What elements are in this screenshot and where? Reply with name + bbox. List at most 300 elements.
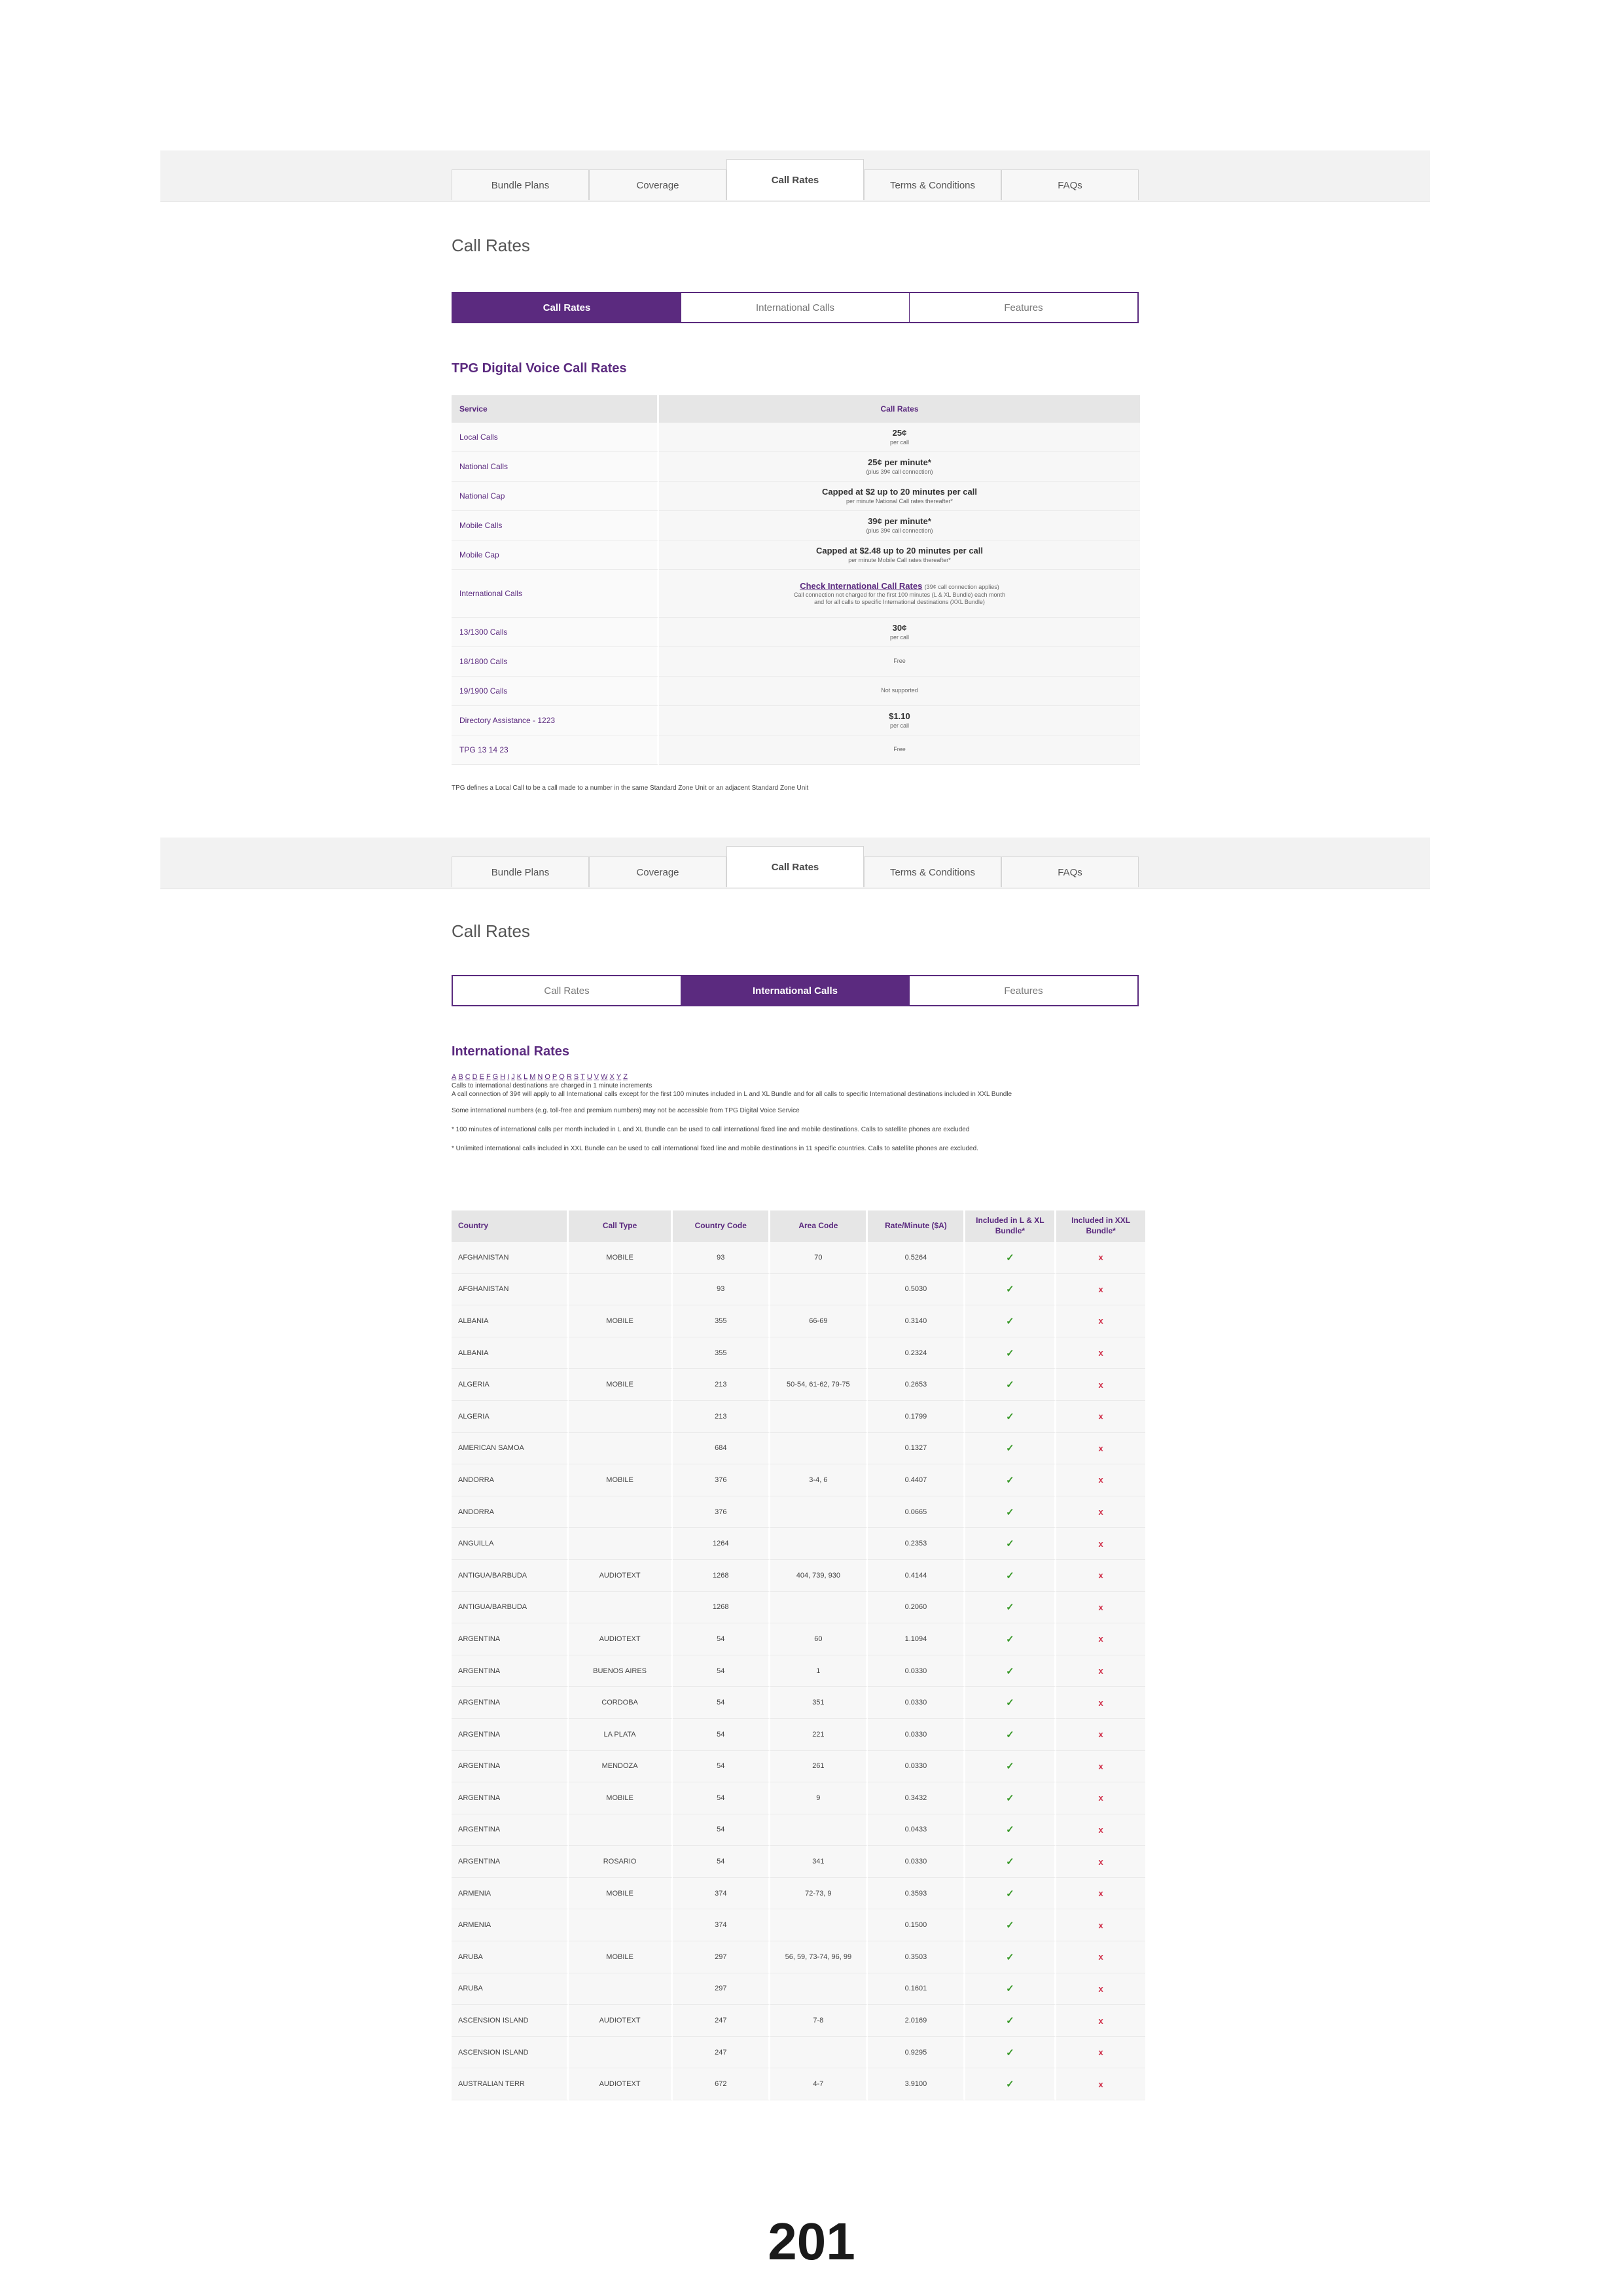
country-cell: ARUBA xyxy=(452,1973,569,2005)
tab-faqs[interactable]: FAQs xyxy=(1001,169,1139,200)
call-type-cell: ROSARIO xyxy=(569,1846,673,1878)
table-row xyxy=(452,1719,1145,1751)
country-code-cell: 54 xyxy=(673,1782,770,1814)
rate-cell: 0.3140 xyxy=(868,1305,965,1337)
check-icon: ✓ xyxy=(1006,1856,1014,1868)
link-note: (39¢ call connection applies) xyxy=(924,583,999,590)
area-code-cell xyxy=(770,1274,868,1306)
call-type-cell xyxy=(569,1528,673,1560)
area-code-cell xyxy=(770,1401,868,1433)
area-code-cell: 3-4, 6 xyxy=(770,1464,868,1496)
tab-faqs[interactable]: FAQs xyxy=(1001,857,1139,887)
letter-link-w[interactable]: W xyxy=(601,1073,608,1081)
letter-link-u[interactable]: U xyxy=(586,1073,592,1081)
rate-main: 39¢ per minute* xyxy=(868,516,931,527)
table-row xyxy=(452,706,1140,735)
lxl-included-cell xyxy=(965,1464,1056,1496)
call-type-cell xyxy=(569,1814,673,1846)
call-type-cell: MENDOZA xyxy=(569,1751,673,1783)
lxl-included-cell xyxy=(965,1846,1056,1878)
lxl-included-cell xyxy=(965,1401,1056,1433)
table-row xyxy=(452,677,1140,706)
cross-icon: x xyxy=(1098,1952,1103,1962)
rate-sub: per minute National Call rates thereafter* xyxy=(846,497,954,504)
top-nav-tabs xyxy=(452,160,1139,200)
country-cell: ARMENIA xyxy=(452,1909,569,1941)
xxl-included-cell xyxy=(1056,1401,1145,1433)
country-code-cell: 93 xyxy=(673,1242,770,1274)
check-icon: ✓ xyxy=(1006,2047,1014,2058)
check-icon: ✓ xyxy=(1006,1761,1014,1773)
lxl-included-cell xyxy=(965,1782,1056,1814)
table-row xyxy=(452,1528,1145,1560)
table-row xyxy=(452,1623,1145,1655)
call-type-cell: AUDIOTEXT xyxy=(569,1623,673,1655)
rate-cell: 0.1799 xyxy=(868,1401,965,1433)
xxl-included-cell xyxy=(1056,1305,1145,1337)
service-cell: 19/1900 Calls xyxy=(452,677,659,706)
letter-link-b[interactable]: B xyxy=(458,1073,463,1081)
note-unlimited: * Unlimited international calls included in XXL Bundle can be used to call international fixed line and mobile destinations in 11 specific countries. Calls to satellite phones are excluded. xyxy=(452,1145,978,1152)
cross-icon: x xyxy=(1098,2079,1103,2089)
area-code-cell: 4-7 xyxy=(770,2068,868,2100)
area-code-cell: 56, 59, 73-74, 96, 99 xyxy=(770,1941,868,1973)
cross-icon: x xyxy=(1098,1634,1103,1644)
area-code-cell: 404, 739, 930 xyxy=(770,1560,868,1592)
letter-link-z[interactable]: Z xyxy=(623,1073,628,1081)
rate-cell xyxy=(659,423,1140,452)
rate-sub: Call connection not charged for the first 100 minutes (L & XL Bundle) each month xyxy=(793,591,1005,598)
area-code-cell xyxy=(770,1973,868,2005)
lxl-included-cell xyxy=(965,1973,1056,2005)
cross-icon: x xyxy=(1098,1252,1103,1263)
table-row xyxy=(452,1687,1145,1719)
check-international-rates-link[interactable]: Check International Call Rates xyxy=(800,580,923,591)
country-cell: ARGENTINA xyxy=(452,1719,569,1751)
letter-link-n[interactable]: N xyxy=(537,1073,543,1081)
lxl-included-cell xyxy=(965,1496,1056,1528)
country-code-cell: 54 xyxy=(673,1751,770,1783)
call-type-cell: MOBILE xyxy=(569,1242,673,1274)
rate-cell xyxy=(659,540,1140,570)
country-cell: ARGENTINA xyxy=(452,1751,569,1783)
lxl-included-cell xyxy=(965,1369,1056,1401)
check-icon: ✓ xyxy=(1006,1602,1014,1614)
call-type-cell: AUDIOTEXT xyxy=(569,2068,673,2100)
letter-link-r[interactable]: R xyxy=(566,1073,572,1081)
xxl-included-cell xyxy=(1056,1687,1145,1719)
lxl-included-cell xyxy=(965,1305,1056,1337)
cross-icon: x xyxy=(1098,1348,1103,1358)
service-cell: National Cap xyxy=(452,482,659,511)
rate-cell: 0.3593 xyxy=(868,1878,965,1910)
country-code-cell: 93 xyxy=(673,1274,770,1306)
lxl-included-cell xyxy=(965,1592,1056,1624)
rate-cell: 0.9295 xyxy=(868,2037,965,2069)
country-cell: ANTIGUA/BARBUDA xyxy=(452,1560,569,1592)
lxl-included-cell xyxy=(965,1719,1056,1751)
check-icon: ✓ xyxy=(1006,1506,1014,1518)
cross-icon: x xyxy=(1098,2015,1103,2026)
page-title-2: Call Rates xyxy=(452,921,530,941)
rate-cell xyxy=(659,618,1140,647)
xxl-included-cell xyxy=(1056,1623,1145,1655)
check-icon: ✓ xyxy=(1006,1633,1014,1645)
rate-sub: Free xyxy=(893,746,906,753)
country-code-cell: 297 xyxy=(673,1941,770,1973)
subtabs-2 xyxy=(452,975,1139,1006)
tab-coverage[interactable]: Coverage xyxy=(589,169,726,200)
column-header-call-type: Call Type xyxy=(569,1210,673,1242)
country-cell: ANTIGUA/BARBUDA xyxy=(452,1592,569,1624)
subtab-call-rates[interactable]: Call Rates xyxy=(453,293,681,322)
rate-sub: (plus 39¢ call connection) xyxy=(866,527,933,534)
lxl-included-cell xyxy=(965,1433,1056,1465)
letter-link-j[interactable]: J xyxy=(511,1073,515,1081)
table-row xyxy=(452,452,1140,482)
letter-link-p[interactable]: P xyxy=(552,1073,558,1081)
rate-cell xyxy=(659,482,1140,511)
table-row xyxy=(452,1751,1145,1783)
xxl-included-cell xyxy=(1056,1655,1145,1687)
rate-cell: 0.2353 xyxy=(868,1528,965,1560)
country-cell: ASCENSION ISLAND xyxy=(452,2037,569,2069)
rate-cell: 0.0665 xyxy=(868,1496,965,1528)
country-code-cell: 1264 xyxy=(673,1528,770,1560)
lxl-included-cell xyxy=(965,1560,1056,1592)
check-icon: ✓ xyxy=(1006,1443,1014,1455)
table-row xyxy=(452,1973,1145,2005)
international-notes xyxy=(452,1070,1145,1152)
letter-link-x[interactable]: X xyxy=(609,1073,615,1081)
call-type-cell xyxy=(569,1433,673,1465)
xxl-included-cell xyxy=(1056,1941,1145,1973)
check-icon: ✓ xyxy=(1006,1792,1014,1804)
table-row xyxy=(452,1560,1145,1592)
area-code-cell: 221 xyxy=(770,1719,868,1751)
lxl-included-cell xyxy=(965,1878,1056,1910)
table-row xyxy=(452,1909,1145,1941)
letter-link-l[interactable]: L xyxy=(524,1073,528,1081)
table-header-row xyxy=(452,395,1140,423)
rate-main: 25¢ xyxy=(892,428,907,438)
rate-cell: 0.4144 xyxy=(868,1560,965,1592)
call-type-cell xyxy=(569,1496,673,1528)
area-code-cell: 70 xyxy=(770,1242,868,1274)
call-type-cell xyxy=(569,1909,673,1941)
rate-cell: 0.5030 xyxy=(868,1274,965,1306)
rate-main: Capped at $2.48 up to 20 minutes per call xyxy=(815,546,984,556)
tab-terms-conditions[interactable]: Terms & Conditions xyxy=(864,857,1001,887)
table-row xyxy=(452,647,1140,677)
area-code-cell xyxy=(770,1496,868,1528)
check-icon: ✓ xyxy=(1006,1729,1014,1740)
subtab-features[interactable]: Features xyxy=(1004,985,1043,997)
letter-link-e[interactable]: E xyxy=(479,1073,484,1081)
call-type-cell: CORDOBA xyxy=(569,1687,673,1719)
service-cell: Local Calls xyxy=(452,423,659,452)
rate-cell: 0.0330 xyxy=(868,1655,965,1687)
cross-icon: x xyxy=(1098,1538,1103,1549)
country-code-cell: 376 xyxy=(673,1496,770,1528)
letter-link-i[interactable]: I xyxy=(507,1073,510,1081)
country-cell: ARGENTINA xyxy=(452,1687,569,1719)
cross-icon: x xyxy=(1098,1443,1103,1453)
area-code-cell: 351 xyxy=(770,1687,868,1719)
letter-link-d[interactable]: D xyxy=(472,1073,478,1081)
country-code-cell: 355 xyxy=(673,1305,770,1337)
area-code-cell xyxy=(770,1909,868,1941)
service-cell: 18/1800 Calls xyxy=(452,647,659,677)
table-row xyxy=(452,618,1140,647)
rate-sub: Not supported xyxy=(881,687,918,694)
country-cell: AFGHANISTAN xyxy=(452,1274,569,1306)
lxl-included-cell xyxy=(965,2005,1056,2037)
area-code-cell: 72-73, 9 xyxy=(770,1878,868,1910)
table-row xyxy=(452,1242,1145,1274)
area-code-cell xyxy=(770,1337,868,1369)
cross-icon: x xyxy=(1098,1983,1103,1994)
country-cell: ANDORRA xyxy=(452,1464,569,1496)
table-row xyxy=(452,1782,1145,1814)
lxl-included-cell xyxy=(965,1909,1056,1941)
letter-link-m[interactable]: M xyxy=(529,1073,536,1081)
note-100-minutes: * 100 minutes of international calls per month included in L and XL Bundle can be used to call international fixed line and mobile destinations. Calls to satellite phones are excluded xyxy=(452,1126,970,1133)
section-heading: TPG Digital Voice Call Rates xyxy=(452,361,627,376)
country-code-cell: 247 xyxy=(673,2005,770,2037)
letter-link-g[interactable]: G xyxy=(492,1073,499,1081)
xxl-included-cell xyxy=(1056,1719,1145,1751)
country-code-cell: 54 xyxy=(673,1623,770,1655)
table-row xyxy=(452,423,1140,452)
country-code-cell: 672 xyxy=(673,2068,770,2100)
country-code-cell: 213 xyxy=(673,1369,770,1401)
tab-terms-conditions[interactable]: Terms & Conditions xyxy=(864,169,1001,200)
subtab-features[interactable]: Features xyxy=(1004,302,1043,313)
country-cell: ARGENTINA xyxy=(452,1623,569,1655)
table-row xyxy=(452,1433,1145,1465)
rate-cell: 0.0433 xyxy=(868,1814,965,1846)
rate-cell: 0.0330 xyxy=(868,1846,965,1878)
call-type-cell xyxy=(569,2037,673,2069)
lxl-included-cell xyxy=(965,1242,1056,1274)
cross-icon: x xyxy=(1098,1475,1103,1485)
rate-cell: 0.2324 xyxy=(868,1337,965,1369)
xxl-included-cell xyxy=(1056,1496,1145,1528)
column-header-rate: Rate/Minute ($A) xyxy=(868,1210,965,1242)
country-cell: ALBANIA xyxy=(452,1337,569,1369)
lxl-included-cell xyxy=(965,1814,1056,1846)
country-code-cell: 213 xyxy=(673,1401,770,1433)
call-type-cell xyxy=(569,1337,673,1369)
letter-link-q[interactable]: Q xyxy=(559,1073,565,1081)
call-type-cell: MOBILE xyxy=(569,1369,673,1401)
check-icon: ✓ xyxy=(1006,1888,1014,1899)
xxl-included-cell xyxy=(1056,1909,1145,1941)
check-icon: ✓ xyxy=(1006,1347,1014,1359)
lxl-included-cell xyxy=(965,1687,1056,1719)
service-cell: TPG 13 14 23 xyxy=(452,735,659,765)
cross-icon: x xyxy=(1098,1602,1103,1612)
cross-icon: x xyxy=(1098,1379,1103,1390)
cross-icon: x xyxy=(1098,1666,1103,1676)
country-cell: ALGERIA xyxy=(452,1401,569,1433)
country-cell: AFGHANISTAN xyxy=(452,1242,569,1274)
xxl-included-cell xyxy=(1056,1464,1145,1496)
tab-bundle-plans[interactable]: Bundle Plans xyxy=(452,857,589,887)
subtab-international-calls[interactable]: International Calls xyxy=(681,976,910,1005)
letter-link-f[interactable]: F xyxy=(486,1073,491,1081)
call-type-cell: MOBILE xyxy=(569,1305,673,1337)
lxl-included-cell xyxy=(965,1623,1056,1655)
table-row xyxy=(452,2068,1145,2100)
note-increments: Calls to international destinations are charged in 1 minute increments xyxy=(452,1082,652,1089)
country-code-cell: 1268 xyxy=(673,1560,770,1592)
service-cell: Mobile Cap xyxy=(452,540,659,570)
letter-link-h[interactable]: H xyxy=(500,1073,506,1081)
table-row xyxy=(452,482,1140,511)
check-icon: ✓ xyxy=(1006,1474,1014,1486)
country-code-cell: 54 xyxy=(673,1814,770,1846)
call-type-cell: MOBILE xyxy=(569,1782,673,1814)
cross-icon: x xyxy=(1098,1856,1103,1867)
table-row xyxy=(452,2037,1145,2069)
xxl-included-cell xyxy=(1056,1814,1145,1846)
rate-cell: 0.5264 xyxy=(868,1242,965,1274)
tab-call-rates[interactable]: Call Rates xyxy=(726,159,864,200)
call-type-cell: AUDIOTEXT xyxy=(569,1560,673,1592)
letter-link-s[interactable]: S xyxy=(573,1073,579,1081)
country-cell: ANGUILLA xyxy=(452,1528,569,1560)
check-icon: ✓ xyxy=(1006,1824,1014,1836)
top-nav-tabs-2 xyxy=(452,847,1139,887)
letter-link-v[interactable]: V xyxy=(594,1073,599,1081)
table-row xyxy=(452,1592,1145,1624)
rate-cell: 3.9100 xyxy=(868,2068,965,2100)
country-cell: ARGENTINA xyxy=(452,1846,569,1878)
subtab-call-rates[interactable]: Call Rates xyxy=(453,976,681,1005)
letter-link-k[interactable]: K xyxy=(516,1073,522,1081)
cross-icon: x xyxy=(1098,1411,1103,1422)
check-icon: ✓ xyxy=(1006,1920,1014,1932)
letter-link-o[interactable]: O xyxy=(544,1073,550,1081)
xxl-included-cell xyxy=(1056,1337,1145,1369)
rate-cell: 0.1601 xyxy=(868,1973,965,2005)
country-cell: ASCENSION ISLAND xyxy=(452,2005,569,2037)
table-row xyxy=(452,540,1140,570)
check-icon: ✓ xyxy=(1006,1951,1014,1963)
service-cell: National Calls xyxy=(452,452,659,482)
call-rates-table-wrap xyxy=(452,395,1143,792)
area-code-cell: 60 xyxy=(770,1623,868,1655)
cross-icon: x xyxy=(1098,2047,1103,2058)
country-cell: ARGENTINA xyxy=(452,1814,569,1846)
note-connection: A call connection of 39¢ will apply to all International calls except for the first 100 minutes included in L and XL Bundle and for all calls to specific International destinations included in XXL Bundle xyxy=(452,1091,1012,1098)
letter-link-c[interactable]: C xyxy=(465,1073,471,1081)
table-row xyxy=(452,1274,1145,1306)
letter-link-y[interactable]: Y xyxy=(616,1073,622,1081)
xxl-included-cell xyxy=(1056,1560,1145,1592)
area-code-cell: 9 xyxy=(770,1782,868,1814)
rate-cell: 0.0330 xyxy=(868,1751,965,1783)
country-cell: ARUBA xyxy=(452,1941,569,1973)
table-row xyxy=(452,1496,1145,1528)
cross-icon: x xyxy=(1098,1316,1103,1326)
tab-bundle-plans[interactable]: Bundle Plans xyxy=(452,169,589,200)
country-cell: ARGENTINA xyxy=(452,1655,569,1687)
cross-icon: x xyxy=(1098,1761,1103,1771)
table-row xyxy=(452,1941,1145,1973)
table-row xyxy=(452,735,1140,765)
letter-link-a[interactable]: A xyxy=(452,1073,457,1081)
call-type-cell xyxy=(569,1401,673,1433)
area-code-cell: 50-54, 61-62, 79-75 xyxy=(770,1369,868,1401)
rate-main: 25¢ per minute* xyxy=(868,457,931,468)
country-code-cell: 1268 xyxy=(673,1592,770,1624)
area-code-cell xyxy=(770,1528,868,1560)
check-icon: ✓ xyxy=(1006,2015,1014,2027)
country-cell: ANDORRA xyxy=(452,1496,569,1528)
area-code-cell xyxy=(770,1433,868,1465)
page-title: Call Rates xyxy=(452,236,530,255)
cross-icon: x xyxy=(1098,1793,1103,1803)
lxl-included-cell xyxy=(965,1941,1056,1973)
call-type-cell: MOBILE xyxy=(569,1941,673,1973)
call-type-cell xyxy=(569,1592,673,1624)
rate-main: $1.10 xyxy=(889,711,910,722)
xxl-included-cell xyxy=(1056,2068,1145,2100)
check-icon: ✓ xyxy=(1006,1284,1014,1296)
rate-main: 30¢ xyxy=(892,623,907,633)
rate-sub-2: and for all calls to specific International destinations (XXL Bundle) xyxy=(814,599,985,606)
table-header-row xyxy=(452,1210,1145,1242)
rate-cell xyxy=(659,647,1140,677)
country-cell: AUSTRALIAN TERR xyxy=(452,2068,569,2100)
international-table-wrap xyxy=(452,1210,1143,2100)
call-rates-table xyxy=(452,395,1140,765)
check-icon: ✓ xyxy=(1006,1983,1014,1995)
country-code-cell: 54 xyxy=(673,1655,770,1687)
tab-coverage[interactable]: Coverage xyxy=(589,857,726,887)
cross-icon: x xyxy=(1098,1888,1103,1899)
check-icon: ✓ xyxy=(1006,2079,1014,2091)
area-code-cell xyxy=(770,1814,868,1846)
rate-cell: 0.3432 xyxy=(868,1782,965,1814)
rate-cell xyxy=(659,706,1140,735)
letter-link-t[interactable]: T xyxy=(580,1073,585,1081)
country-code-cell: 376 xyxy=(673,1464,770,1496)
service-cell: International Calls xyxy=(452,570,659,618)
xxl-included-cell xyxy=(1056,1433,1145,1465)
table-row xyxy=(452,1369,1145,1401)
rate-cell: 0.2653 xyxy=(868,1369,965,1401)
column-header-service: Service xyxy=(452,395,659,423)
lxl-included-cell xyxy=(965,2068,1056,2100)
cross-icon: x xyxy=(1098,1507,1103,1517)
country-cell: AMERICAN SAMOA xyxy=(452,1433,569,1465)
international-heading: International Rates xyxy=(452,1044,570,1059)
rate-cell: 0.0330 xyxy=(868,1687,965,1719)
subtab-international-calls[interactable]: International Calls xyxy=(681,293,910,322)
country-code-cell: 684 xyxy=(673,1433,770,1465)
xxl-included-cell xyxy=(1056,1878,1145,1910)
rate-sub: Free xyxy=(893,658,906,665)
table-row xyxy=(452,1464,1145,1496)
country-code-cell: 355 xyxy=(673,1337,770,1369)
tab-call-rates[interactable]: Call Rates xyxy=(726,846,864,887)
xxl-included-cell xyxy=(1056,1782,1145,1814)
call-type-cell: LA PLATA xyxy=(569,1719,673,1751)
